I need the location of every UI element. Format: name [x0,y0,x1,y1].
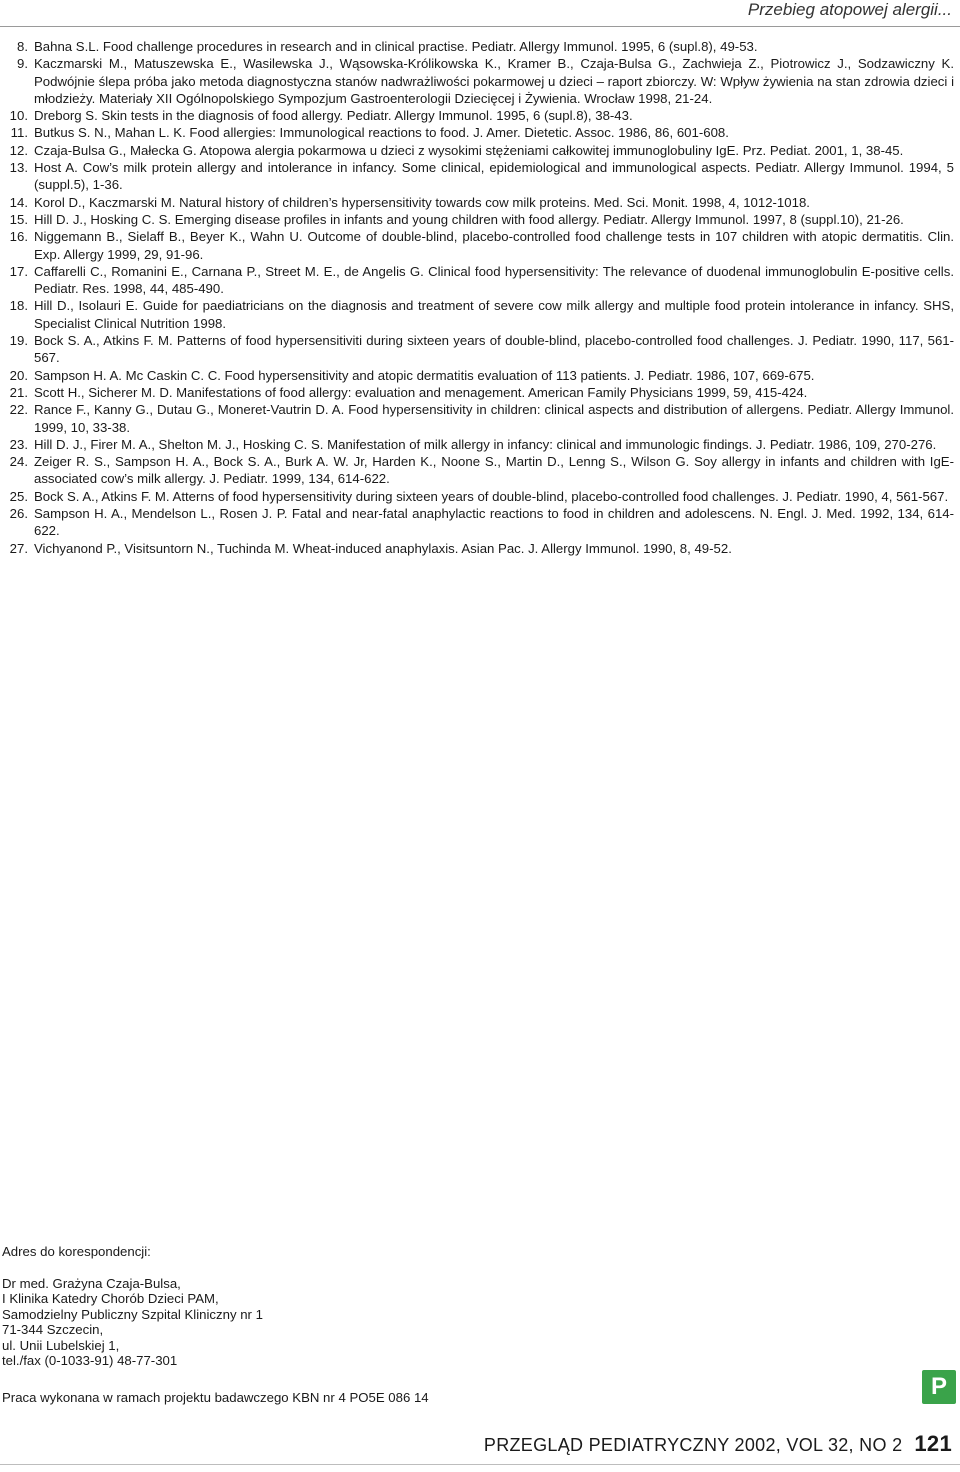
reference-text: Hill D., Isolauri E. Guide for paediatricians on the diagnosis and treatment of severe cow milk allergy and multiple food protein intolerance in infancy. SHS, Specialist Clinical Nutrition 1998. [34,298,954,331]
address-line: Dr med. Grażyna Czaja-Bulsa, [2,1275,181,1291]
reference-number: 13. [9,160,28,176]
reference-number: 21. [9,384,28,400]
address-line: I Klinika Katedry Chorób Dzieci PAM, [2,1291,219,1306]
reference-number: 10. [9,108,28,124]
footer-rule [0,1464,960,1465]
running-head: Przebieg atopowej alergii... [747,0,952,19]
reference-number: 18. [9,298,28,314]
reference-item [8,228,954,263]
reference-item [8,488,954,505]
reference-item [8,297,954,332]
reference-text: Bock S. A., Atkins F. M. Atterns of food hypersensitivity during sixteen years of double-blind, placebo-controlled food challenges. J. Pediatr. 1990, 4, 561-567. [34,488,949,504]
reference-item [8,159,954,194]
header-rule [0,26,960,27]
reference-item [8,332,954,367]
address-line: 71-344 Szczecin, [2,1322,104,1337]
reference-text: Zeiger R. S., Sampson H. A., Bock S. A., Burk A. W. Jr, Harden K., Noone S., Martin D., Lenng S., Wilson G. Soy allergy in infants and children with IgE-associated cow’s milk allergy. J. Pediatr. 1999, 134, 614-622. [34,454,954,487]
reference-number: 25. [9,488,28,504]
reference-text: Korol D., Kaczmarski M. Natural history of children’s hypersensitivity towards cow milk proteins. Med. Sci. Monit. 1998, 4, 1012-1018. [34,194,810,210]
reference-item [8,384,954,401]
reference-item [8,194,954,211]
address-line: Samodzielny Publiczny Szpital Kliniczny nr 1 [2,1306,263,1322]
page-footer [484,1431,952,1457]
reference-text: Vichyanond P., Visitsuntorn N., Tuchinda M. Wheat-induced anaphylaxis. Asian Pac. J. Allergy Immunol. 1990, 8, 49-52. [34,540,732,556]
reference-number: 17. [9,263,28,279]
reference-number: 22. [9,402,28,418]
reference-text: Bahna S.L. Food challenge procedures in research and in clinical practise. Pediatr. Allergy Immunol. 1995, 6 (supl.8), 49-53. [34,39,758,54]
reference-number: 19. [9,333,28,349]
reference-number: 23. [9,436,28,452]
reference-item [8,367,954,384]
reference-number: 26. [9,506,28,522]
reference-text: Dreborg S. Skin tests in the diagnosis of food allergy. Pediatr. Allergy Immunol. 1995, 6 (supl.8), 38-43. [34,108,633,124]
reference-number: 27. [9,540,28,556]
reference-text: Sampson H. A., Mendelson L., Rosen J. P. Fatal and near-fatal anaphylactic reactions to food in children and adolescens. N. Engl. J. Med. 1992, 134, 614-622. [34,506,954,539]
project-note: Praca wykonana w ramach projektu badawczego KBN nr 4 PO5E 086 14 [2,1390,429,1405]
reference-text: Czaja-Bulsa G., Małecka G. Atopowa alergia pokarmowa u dzieci z wysokimi stężeniami całkowitej immunoglobuliny IgE. Prz. Pediat. 2001, 1, 38-45. [34,142,904,158]
reference-number: 15. [9,211,28,227]
reference-number: 12. [9,142,28,158]
address-line: tel./fax (0-1033-91) 48-77-301 [2,1353,178,1368]
correspondence-label: Adres do korespondencji: [2,1244,151,1259]
reference-item [8,124,954,141]
reference-number: 20. [9,367,28,383]
journal-logo-icon [922,1370,956,1404]
correspondence-block [2,1244,602,1369]
reference-number: 14. [9,194,28,210]
reference-text: Niggemann B., Sielaff B., Beyer K., Wahn U. Outcome of double-blind, placebo-controlled food challenge tests in 107 children with atopic dermatitis. Clin. Exp. Allergy 1999, 29, 91-96. [34,229,954,262]
reference-text: Bock S. A., Atkins F. M. Patterns of food hypersensitiviti during sixteen years of double-blind, placebo-controlled food challenges. J. Pediatr. 1990, 117, 561-567. [34,333,954,366]
reference-number: 8. [17,39,28,54]
page-number: 121 [914,1431,952,1456]
reference-text: Sampson H. A. Mc Caskin C. C. Food hypersensitivity and atopic dermatitis evaluation of 113 patients. J. Pediatr. 1986, 107, 669-675. [34,367,815,383]
reference-text: Scott H., Sicherer M. D. Manifestations of food allergy: evaluation and menagement. American Family Physicians 1999, 59, 415-424. [34,384,808,400]
reference-item [8,38,954,55]
reference-number: 9. [17,56,28,72]
reference-item [8,55,954,107]
reference-number: 24. [9,454,28,470]
reference-text: Kaczmarski M., Matuszewska E., Wasilewska J., Wąsowska-Królikowska K., Kramer B., Czaja-Bulsa G., Zachwieja Z., Piotrowicz J., Sodzawiczny K. Podwójnie ślepa próba jako metoda diagnostyczna stanów nadwrażliwości pokarmowej u dzieci – raport zbiorczy. W: Wpływ żywienia na stan zdrowia dzieci i młodzieży. Materiały XII Ogólnopolskiego Sympozjum Gastroenterologii Dziecięcej i Żywienia. Wrocław 1998, 21-24. [34,56,954,106]
reference-text: Butkus S. N., Mahan L. K. Food allergies: Immunological reactions to food. J. Amer. Dietetic. Assoc. 1986, 86, 601-608. [34,125,729,141]
reference-item [8,436,954,453]
reference-item [8,505,954,540]
reference-item [8,263,954,298]
reference-item [8,453,954,488]
reference-text: Host A. Cow’s milk protein allergy and intolerance in infancy. Some clinical, epidemiological and immunological aspects. Pediatr. Allergy Immunol. 1994, 5 (suppl.5), 1-36. [34,160,954,193]
journal-citation: PRZEGLĄD PEDIATRYCZNY 2002, VOL 32, NO 2 [483,1435,903,1455]
reference-text: Caffarelli C., Romanini E., Carnana P., Street M. E., de Angelis G. Clinical food hypersensitivity: The relevance of duodenal immunoglobulin E-positive cells. Pediatr. Res. 1998, 44, 485-490. [34,263,954,297]
reference-item [8,540,954,557]
address-line: ul. Unii Lubelskiej 1, [2,1337,120,1353]
reference-item [8,211,954,228]
reference-number: 16. [9,229,28,245]
reference-item [8,142,954,159]
reference-number: 11. [10,125,28,141]
logo-letter: P [930,1373,947,1400]
reference-item [8,107,954,124]
reference-list [8,38,954,557]
reference-text: Hill D. J., Hosking C. S. Emerging disease profiles in infants and young children with food allergy. Pediatr. Allergy Immunol. 1997, 8 (suppl.10), 21-26. [34,211,904,227]
reference-text: Rance F., Kanny G., Dutau G., Moneret-Vautrin D. A. Food hypersensitivity in children: clinical aspects and distribution of allergens. Pediatr. Allergy Immunol. 1999, 10, 33-38. [34,402,954,435]
reference-text: Hill D. J., Firer M. A., Shelton M. J., Hosking C. S. Manifestation of milk allergy in infancy: clinical and immunologic findings. J. Pediatr. 1986, 109, 270-276. [34,436,937,452]
reference-item [8,401,954,436]
